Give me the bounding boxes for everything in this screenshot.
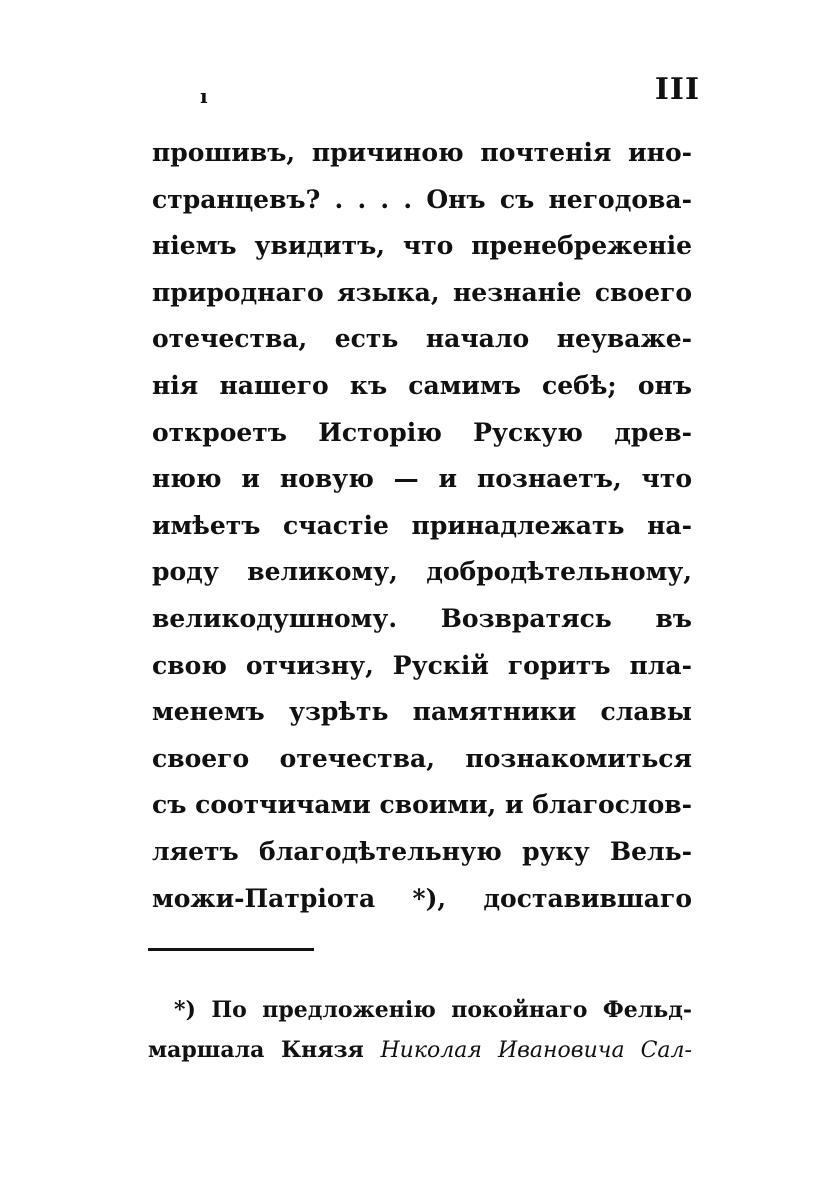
footnote — [148, 990, 692, 1070]
text-line: имѣетъ счастіе принадлежать на- — [152, 510, 692, 540]
text-line: своего отечества, познакомиться — [152, 743, 692, 773]
text-line: менемъ узрѣть памятники славы — [152, 697, 692, 727]
footnote-separator — [148, 948, 314, 951]
margin-mark: ı — [200, 84, 208, 108]
text-line: съ соотчичами своими, и благослов- — [152, 790, 692, 820]
footnote-line: *) По предложенію покойнаго Фельд- — [174, 997, 692, 1023]
footnote-line — [148, 1030, 692, 1070]
main-text — [152, 130, 692, 922]
text-line: ляетъ благодѣтельную руку Вель- — [152, 836, 692, 866]
text-line: великодушному. Возвратясь въ — [152, 603, 692, 633]
text-line: природнаго языка, незнаніе своего — [152, 277, 692, 307]
text-line: нюю и новую — и познаетъ, что — [152, 464, 692, 494]
page-number: III — [654, 72, 700, 107]
footnote-italic-name: Николая Ивановича Сал- — [380, 1038, 692, 1063]
text-line: странцевъ? . . . . Онъ съ негодова- — [152, 184, 692, 214]
text-line: нія нашего къ самимъ себѣ; онъ — [152, 370, 692, 400]
footnote-text: маршала Князя — [148, 1037, 381, 1063]
text-line: отечества, есть начало неуваже- — [152, 324, 692, 354]
text-line: ніемъ увидитъ, что пренебреженіе — [152, 231, 692, 261]
text-line: роду великому, добродѣтельному, — [152, 557, 692, 587]
text-line: откроетъ Исторію Рускую древ- — [152, 417, 692, 447]
text-line: свою отчизну, Рускій горитъ пла- — [152, 650, 692, 680]
text-line: прошивъ, причиною почтенія ино- — [152, 138, 692, 167]
text-line: можи-Патріота *), доставившаго — [152, 883, 692, 913]
